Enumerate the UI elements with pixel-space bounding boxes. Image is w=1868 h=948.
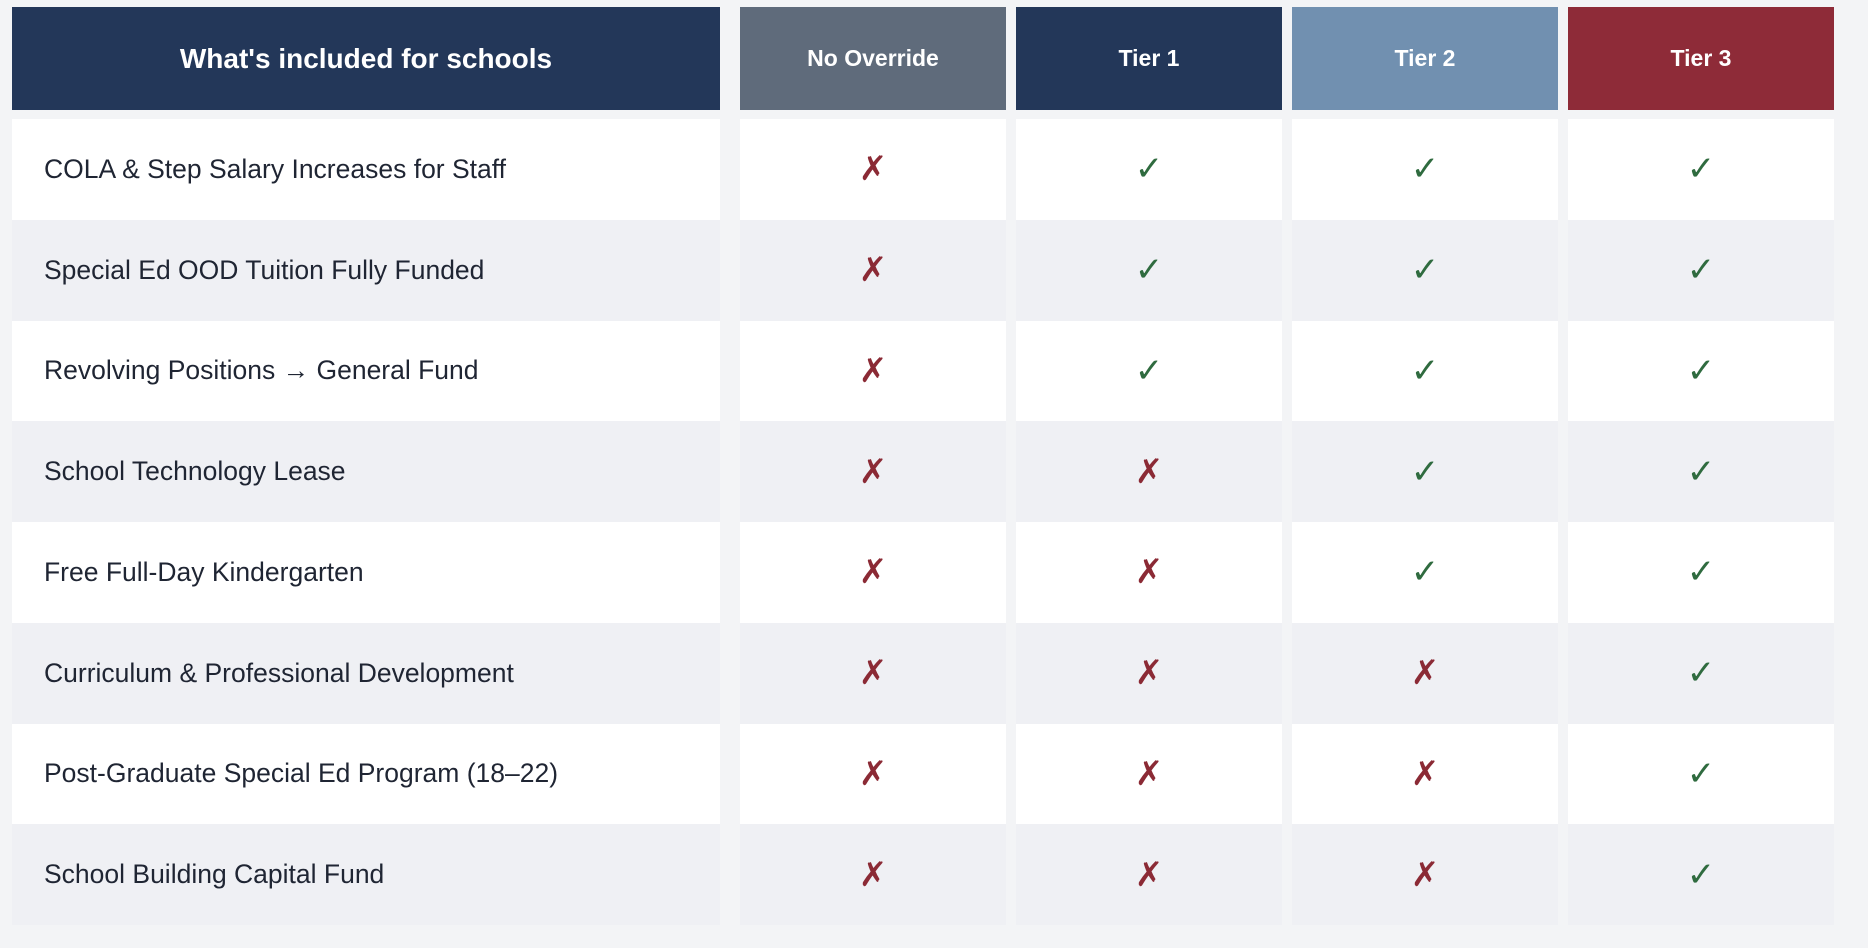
tier-cell (1292, 119, 1558, 220)
header-tier-2: Tier 2 (1292, 7, 1558, 110)
check-icon: ✓ (1134, 149, 1164, 190)
tier-cell (1016, 421, 1282, 522)
tier-cell (1568, 522, 1834, 623)
tier-cell (740, 119, 1006, 220)
tier-cell (740, 220, 1006, 321)
tier-cell (1016, 824, 1282, 925)
tier-cell (1292, 724, 1558, 825)
tier-cell (1016, 220, 1282, 321)
cross-icon: ✗ (858, 149, 888, 190)
feature-label: Curriculum & Professional Development (12, 623, 720, 724)
tier-cell (1292, 623, 1558, 724)
tier-cell (740, 724, 1006, 825)
tier-cell (1568, 824, 1834, 925)
tier-cell (1568, 724, 1834, 825)
cross-icon: ✗ (858, 552, 888, 593)
cross-icon: ✗ (1410, 753, 1440, 794)
cross-icon: ✗ (858, 854, 888, 895)
tier-cell (1016, 724, 1282, 825)
header-tier-3: Tier 3 (1568, 7, 1834, 110)
tier-cell (740, 522, 1006, 623)
header-tier-0: No Override (740, 7, 1006, 110)
cross-icon: ✗ (858, 451, 888, 492)
tier-cell (1016, 321, 1282, 422)
feature-label: Revolving Positions → General Fund (12, 321, 720, 422)
check-icon: ✓ (1410, 149, 1440, 190)
tier-cell (1292, 321, 1558, 422)
tier-cell (1016, 623, 1282, 724)
check-icon: ✓ (1410, 250, 1440, 291)
check-icon: ✓ (1686, 451, 1716, 492)
tier-cell (1016, 522, 1282, 623)
cross-icon: ✗ (1134, 552, 1164, 593)
check-icon: ✓ (1686, 753, 1716, 794)
tier-cell (740, 824, 1006, 925)
feature-label: School Technology Lease (12, 421, 720, 522)
check-icon: ✓ (1134, 350, 1164, 391)
tier-cell (1568, 220, 1834, 321)
check-icon: ✓ (1410, 350, 1440, 391)
feature-label: Free Full-Day Kindergarten (12, 522, 720, 623)
tier-cell (1292, 421, 1558, 522)
tier-cell (1568, 119, 1834, 220)
tier-cell (1292, 522, 1558, 623)
feature-label: School Building Capital Fund (12, 824, 720, 925)
check-icon: ✓ (1686, 854, 1716, 895)
cross-icon: ✗ (1134, 753, 1164, 794)
check-icon: ✓ (1686, 653, 1716, 694)
feature-label: Post-Graduate Special Ed Program (18–22) (12, 724, 720, 825)
check-icon: ✓ (1410, 451, 1440, 492)
check-icon: ✓ (1686, 149, 1716, 190)
tier-cell (1292, 220, 1558, 321)
cross-icon: ✗ (858, 350, 888, 391)
cross-icon: ✗ (858, 753, 888, 794)
feature-label: COLA & Step Salary Increases for Staff (12, 119, 720, 220)
tier-cell (1568, 421, 1834, 522)
check-icon: ✓ (1410, 552, 1440, 593)
tier-cell (1568, 321, 1834, 422)
cross-icon: ✗ (858, 653, 888, 694)
cross-icon: ✗ (1410, 653, 1440, 694)
feature-label: Special Ed OOD Tuition Fully Funded (12, 220, 720, 321)
cross-icon: ✗ (1410, 854, 1440, 895)
cross-icon: ✗ (858, 250, 888, 291)
cross-icon: ✗ (1134, 854, 1164, 895)
header-feature-title: What's included for schools (12, 7, 720, 110)
check-icon: ✓ (1686, 250, 1716, 291)
comparison-table (12, 7, 1834, 925)
check-icon: ✓ (1686, 552, 1716, 593)
tier-cell (740, 623, 1006, 724)
cross-icon: ✗ (1134, 451, 1164, 492)
check-icon: ✓ (1686, 350, 1716, 391)
tier-cell (740, 421, 1006, 522)
tier-cell (1016, 119, 1282, 220)
tier-cell (1292, 824, 1558, 925)
tier-cell (1568, 623, 1834, 724)
header-tier-1: Tier 1 (1016, 7, 1282, 110)
cross-icon: ✗ (1134, 653, 1164, 694)
tier-cell (740, 321, 1006, 422)
check-icon: ✓ (1134, 250, 1164, 291)
